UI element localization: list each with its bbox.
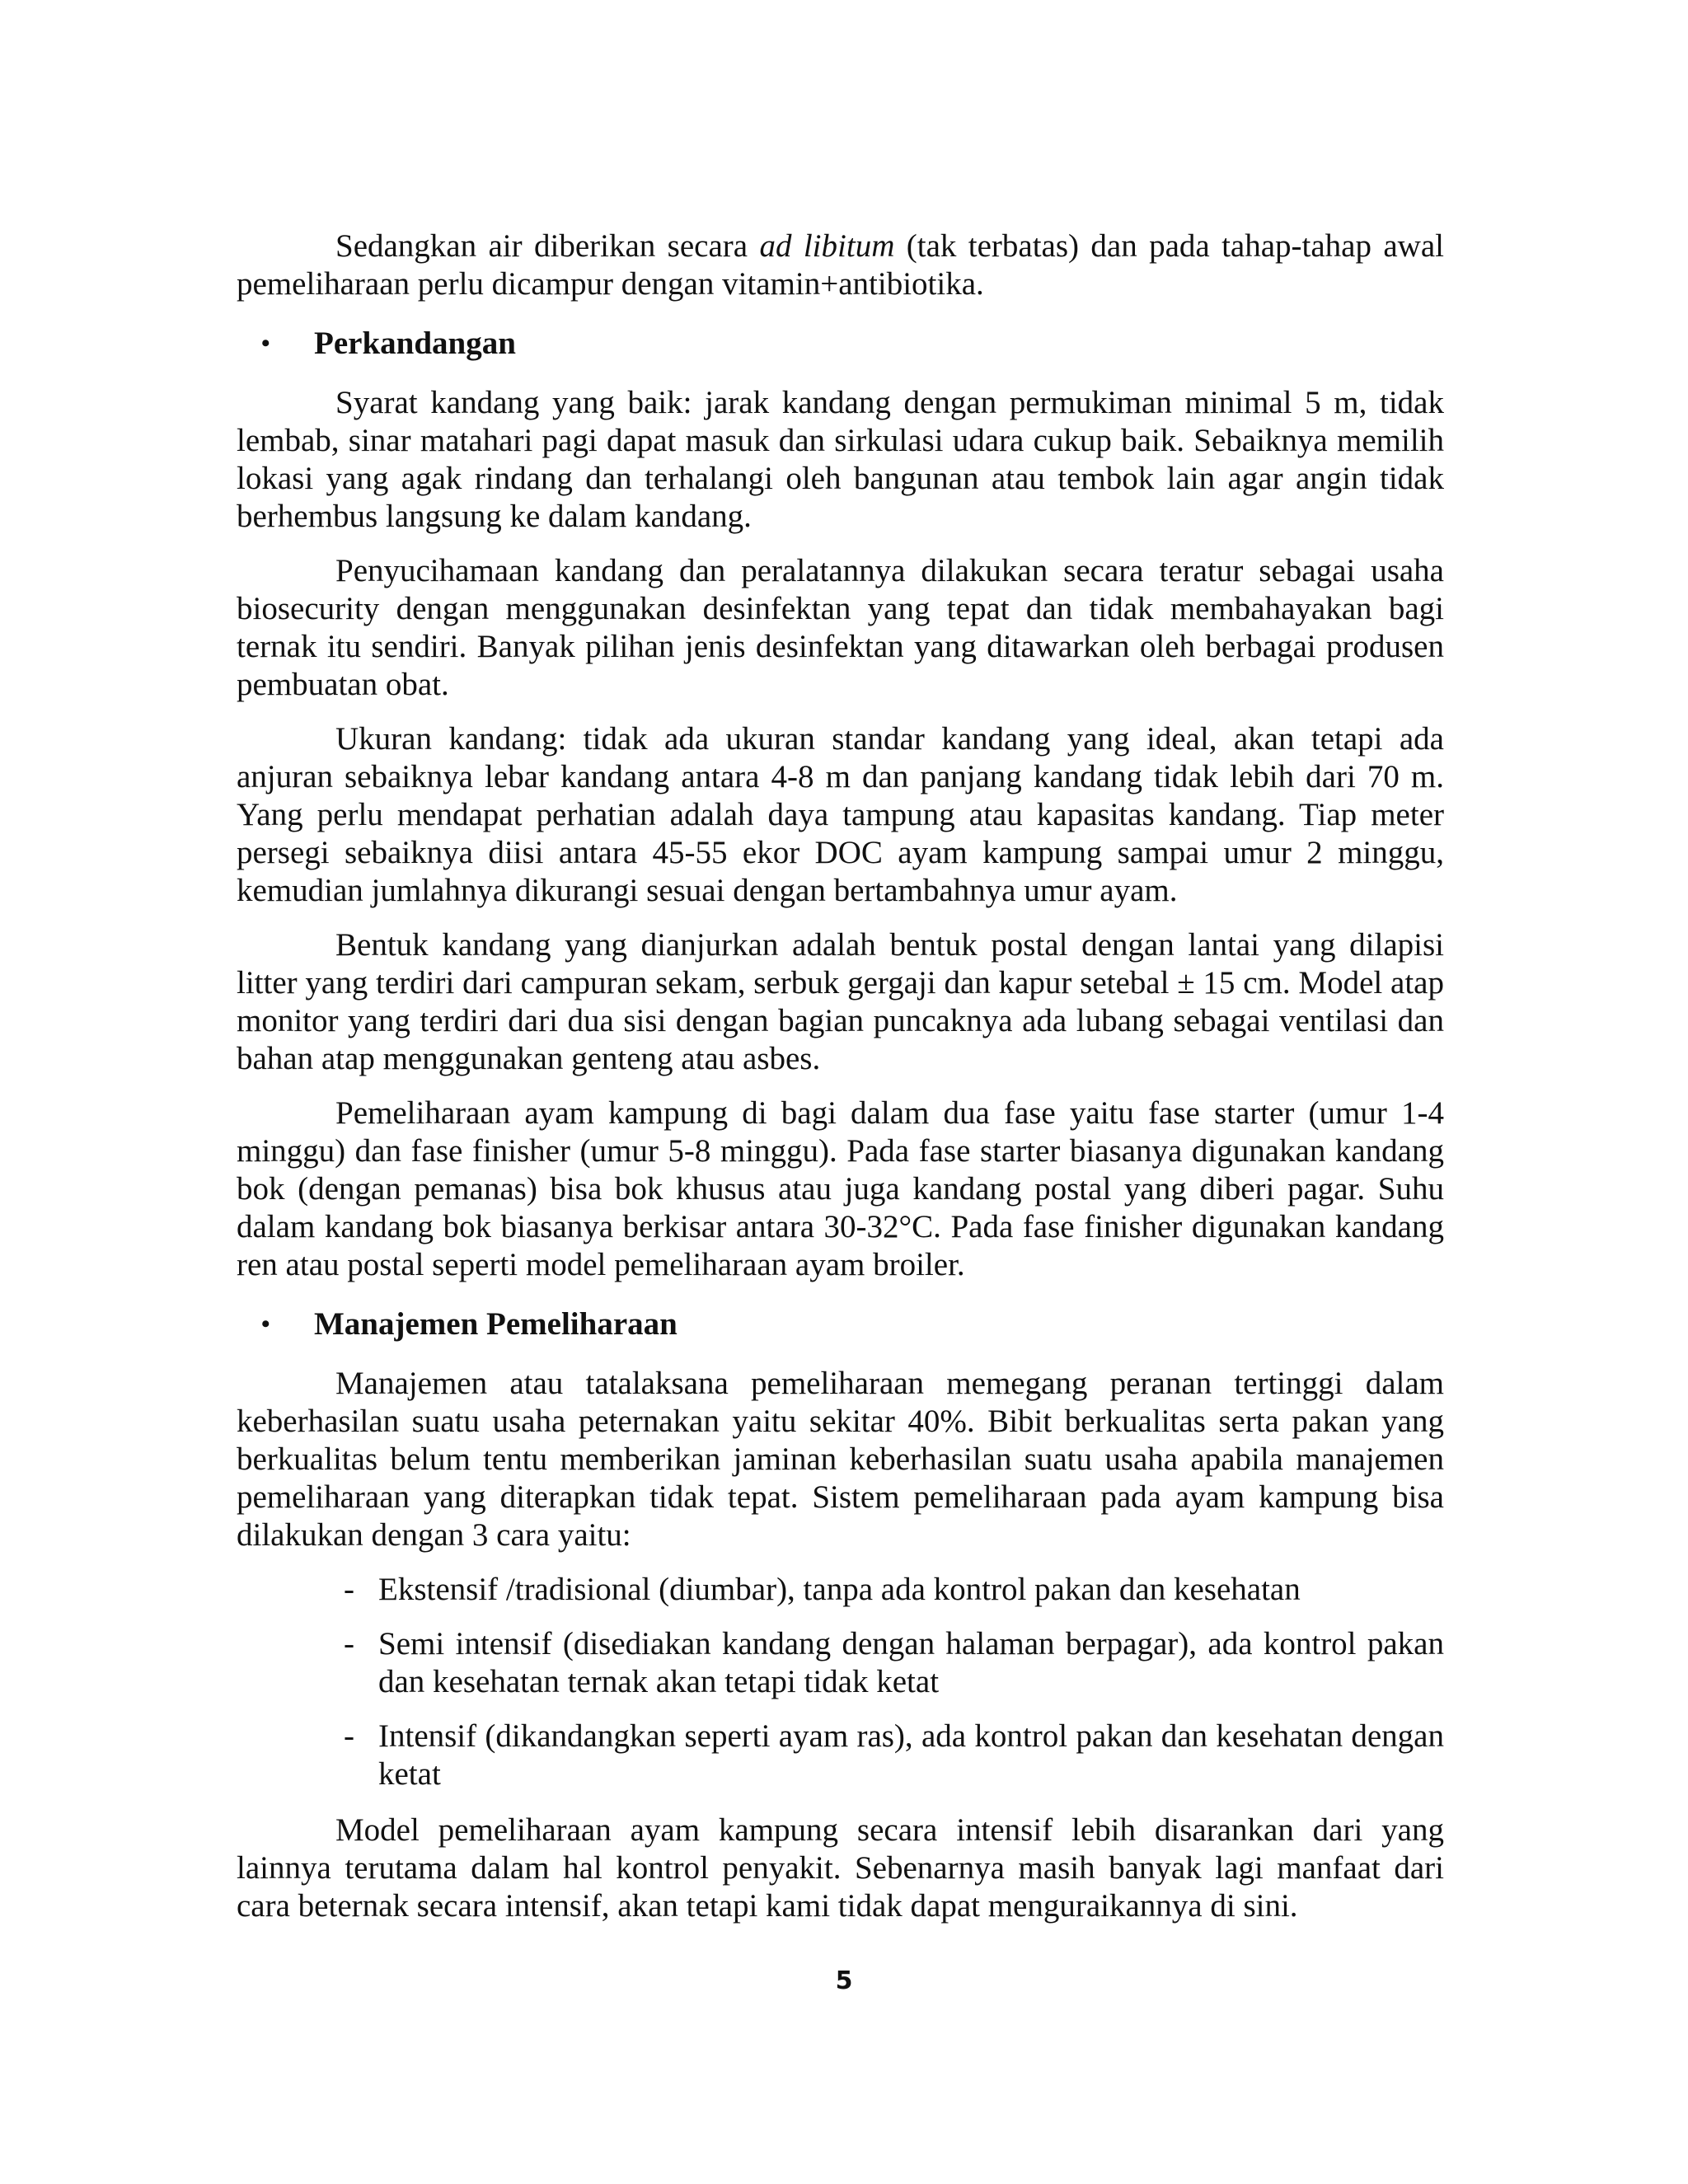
paragraph-ukuran-kandang: Ukuran kandang: tidak ada ukuran standar kandang yang ideal, akan tetapi ada anjuran sebaiknya lebar kandang antara 4-8 m dan panjang kandang tidak lebih dari 70 m. Yang perlu mendapat perhatian adalah daya tampung atau kapasitas kandang. Tiap meter persegi sebaiknya diisi antara 45-55 ekor DOC ayam kampung sampai umur 2 minggu, kemudian jumlahnya dikurangi sesuai dengan bertambahnya umur ayam. — [237, 721, 1444, 908]
list-item — [344, 1571, 1444, 1609]
document-page — [237, 227, 1444, 1925]
paragraph-closing: Model pemeliharaan ayam kampung secara intensif lebih disarankan dari yang lainnya terutama dalam hal kontrol penyakit. Sebenarnya masih banyak lagi manfaat dari cara beternak secara intensif, akan tetapi kami tidak dapat menguraikannya di sini. — [237, 1812, 1444, 1924]
paragraph-bentuk-kandang: Bentuk kandang yang dianjurkan adalah bentuk postal dengan lantai yang dilapisi litter yang terdiri dari campuran sekam, serbuk gergaji dan kapur setebal ± 15 cm. Model atap monitor yang terdiri dari dua sisi dengan bagian puncaknya ada lubang sebagai ventilasi dan bahan atap menggunakan genteng atau asbes. — [237, 927, 1444, 1076]
bullet-icon: • — [261, 1310, 270, 1338]
paragraph-syarat-kandang: Syarat kandang yang baik: jarak kandang dengan permukiman minimal 5 m, tidak lembab, sinar matahari pagi dapat masuk dan sirkulasi udara cukup baik. Sebaiknya memilih lokasi yang agak rindang dan terhalangi oleh bangunan atau tembok lain agar angin tidak berhembus langsung ke dalam kandang. — [237, 385, 1444, 534]
section-heading-manajemen — [237, 1305, 1444, 1343]
list-item-text: Intensif (dikandangkan seperti ayam ras), ada kontrol pakan dan kesehatan dengan ketat — [378, 1718, 1444, 1792]
intro-text-before: Sedangkan air diberikan secara — [335, 228, 760, 264]
list-item — [344, 1625, 1444, 1701]
section-heading-perkandangan — [237, 325, 1444, 363]
intro-italic-term: ad libitum — [759, 228, 895, 264]
list-item — [344, 1718, 1444, 1793]
section-heading-text: Perkandangan — [314, 326, 516, 361]
dash-marker: - — [344, 1626, 354, 1661]
dash-marker: - — [344, 1718, 354, 1754]
bullet-icon: • — [261, 330, 270, 357]
system-list — [237, 1571, 1444, 1793]
intro-text-after: (tak terbatas) dan pada tahap-tahap awal pemeliharaan perlu dicampur dengan vitamin+antibiotika. — [237, 228, 1444, 302]
page-number: 5 — [835, 1966, 853, 1995]
list-item-text: Ekstensif /tradisional (diumbar), tanpa ada kontrol pakan dan kesehatan — [378, 1572, 1301, 1607]
paragraph-fase-pemeliharaan: Pemeliharaan ayam kampung di bagi dalam dua fase yaitu fase starter (umur 1-4 minggu) dan fase finisher (umur 5-8 minggu). Pada fase starter biasanya digunakan kandang bok (dengan pemanas) bisa bok khusus atau juga kandang postal yang diberi pagar. Suhu dalam kandang bok biasanya berkisar antara 30-32°C. Pada fase finisher digunakan kandang ren atau postal seperti model pemeliharaan ayam broiler. — [237, 1095, 1444, 1282]
dash-marker: - — [344, 1572, 354, 1607]
intro-paragraph — [237, 227, 1444, 303]
list-item-text: Semi intensif (disediakan kandang dengan halaman berpagar), ada kontrol pakan dan kesehatan ternak akan tetapi tidak ketat — [378, 1626, 1444, 1699]
paragraph-penyucihamaan: Penyucihamaan kandang dan peralatannya dilakukan secara teratur sebagai usaha biosecurity dengan menggunakan desinfektan yang tepat dan tidak membahayakan bagi ternak itu sendiri. Banyak pilihan jenis desinfektan yang ditawarkan oleh berbagai produsen pembuatan obat. — [237, 553, 1444, 702]
section-heading-text: Manajemen Pemeliharaan — [314, 1306, 678, 1342]
paragraph-manajemen: Manajemen atau tatalaksana pemeliharaan memegang peranan tertinggi dalam keberhasilan suatu usaha peternakan yaitu sekitar 40%. Bibit berkualitas serta pakan yang berkualitas belum tentu memberikan jaminan keberhasilan suatu usaha apabila manajemen pemeliharaan yang diterapkan tidak tepat. Sistem pemeliharaan pada ayam kampung bisa dilakukan dengan 3 cara yaitu: — [237, 1366, 1444, 1553]
